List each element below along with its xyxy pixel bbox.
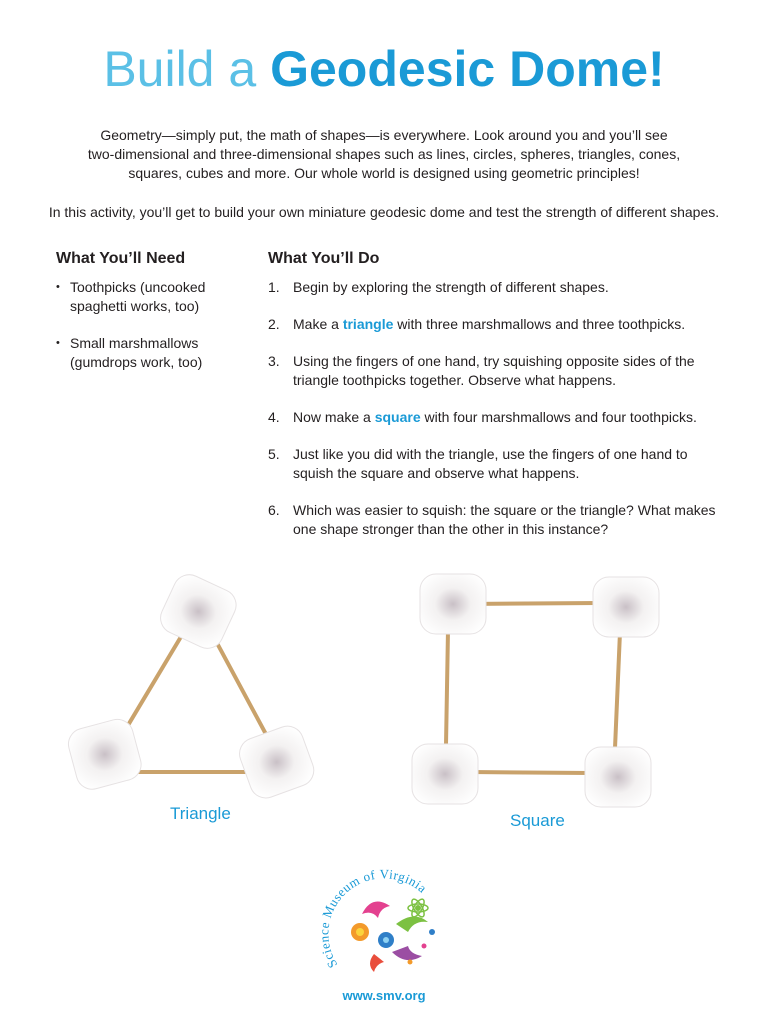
marshmallow — [235, 722, 318, 803]
list-item: • Small marshmallows (gumdrops work, too) — [56, 334, 246, 372]
step-item — [268, 278, 723, 297]
step-text: Using the fingers of one hand, try squishing opposite sides of the triangle toothpicks together. Observe what happens. — [293, 353, 695, 388]
marshmallow — [412, 744, 478, 804]
marshmallow — [585, 747, 651, 807]
need-heading: What You’ll Need — [56, 250, 186, 267]
toothpick — [210, 630, 268, 738]
step-number: 1. — [268, 279, 280, 295]
step-item — [268, 352, 723, 390]
step-text: Now make a — [293, 409, 375, 425]
title-part-1: Build a — [103, 41, 257, 97]
step-number: 5. — [268, 446, 280, 462]
toothpick — [470, 772, 590, 773]
step-item — [268, 315, 723, 334]
intro-line: two-dimensional and three-dimensional shapes such as lines, circles, spheres, triangles, cones, — [87, 146, 681, 162]
marshmallow — [155, 569, 241, 653]
title-part-2: Geodesic Dome! — [270, 41, 665, 97]
page-title — [0, 41, 768, 97]
steps-list — [268, 278, 723, 557]
triangle-caption: Triangle — [170, 804, 231, 823]
logo-text: Science Museum of Virginia — [316, 866, 430, 971]
intro-line: squares, cubes and more. Our whole world is designed using geometric principles! — [128, 165, 640, 181]
step-text: with three marshmallows and three toothpicks. — [393, 316, 686, 332]
intro-paragraph — [60, 126, 708, 183]
square-caption: Square — [510, 811, 565, 830]
activity-paragraph: In this activity, you’ll get to build your own miniature geodesic dome and test the strength of different shapes. — [48, 204, 720, 220]
marshmallow — [65, 716, 145, 793]
step-text: Make a — [293, 316, 343, 332]
step-item — [268, 501, 723, 539]
keyword-square: square — [374, 409, 421, 425]
step-text: with four marshmallows and four toothpicks. — [420, 409, 697, 425]
step-number: 2. — [268, 316, 280, 332]
logo-swirls-icon — [351, 897, 435, 972]
list-item: • Toothpicks (uncooked spaghetti works, too) — [56, 278, 246, 316]
toothpick — [446, 630, 448, 745]
marshmallow — [593, 577, 659, 637]
step-item — [268, 445, 723, 483]
toothpick — [615, 632, 620, 748]
step-text: Begin by exploring the strength of different shapes. — [293, 279, 609, 295]
website-link[interactable]: www.smv.org — [342, 988, 426, 1003]
step-text: Just like you did with the triangle, use the fingers of one hand to squish the square and observe what happens. — [293, 446, 688, 481]
do-heading: What You’ll Do — [268, 250, 380, 267]
step-number: 4. — [268, 409, 280, 425]
step-item — [268, 408, 723, 427]
step-number: 6. — [268, 502, 280, 518]
step-text: Which was easier to squish: the square or the triangle? What makes one shape stronger than the other in this instance? — [293, 502, 716, 537]
keyword-triangle: triangle — [342, 316, 394, 332]
science-museum-logo — [300, 858, 470, 988]
marshmallow — [420, 574, 486, 634]
materials-list — [56, 278, 246, 390]
step-number: 3. — [268, 353, 280, 369]
triangle-illustration — [65, 569, 318, 802]
square-illustration — [412, 574, 659, 807]
intro-line: Geometry—simply put, the math of shapes—is everywhere. Look around you and you’ll see — [100, 127, 668, 143]
shapes-illustration — [0, 555, 768, 815]
